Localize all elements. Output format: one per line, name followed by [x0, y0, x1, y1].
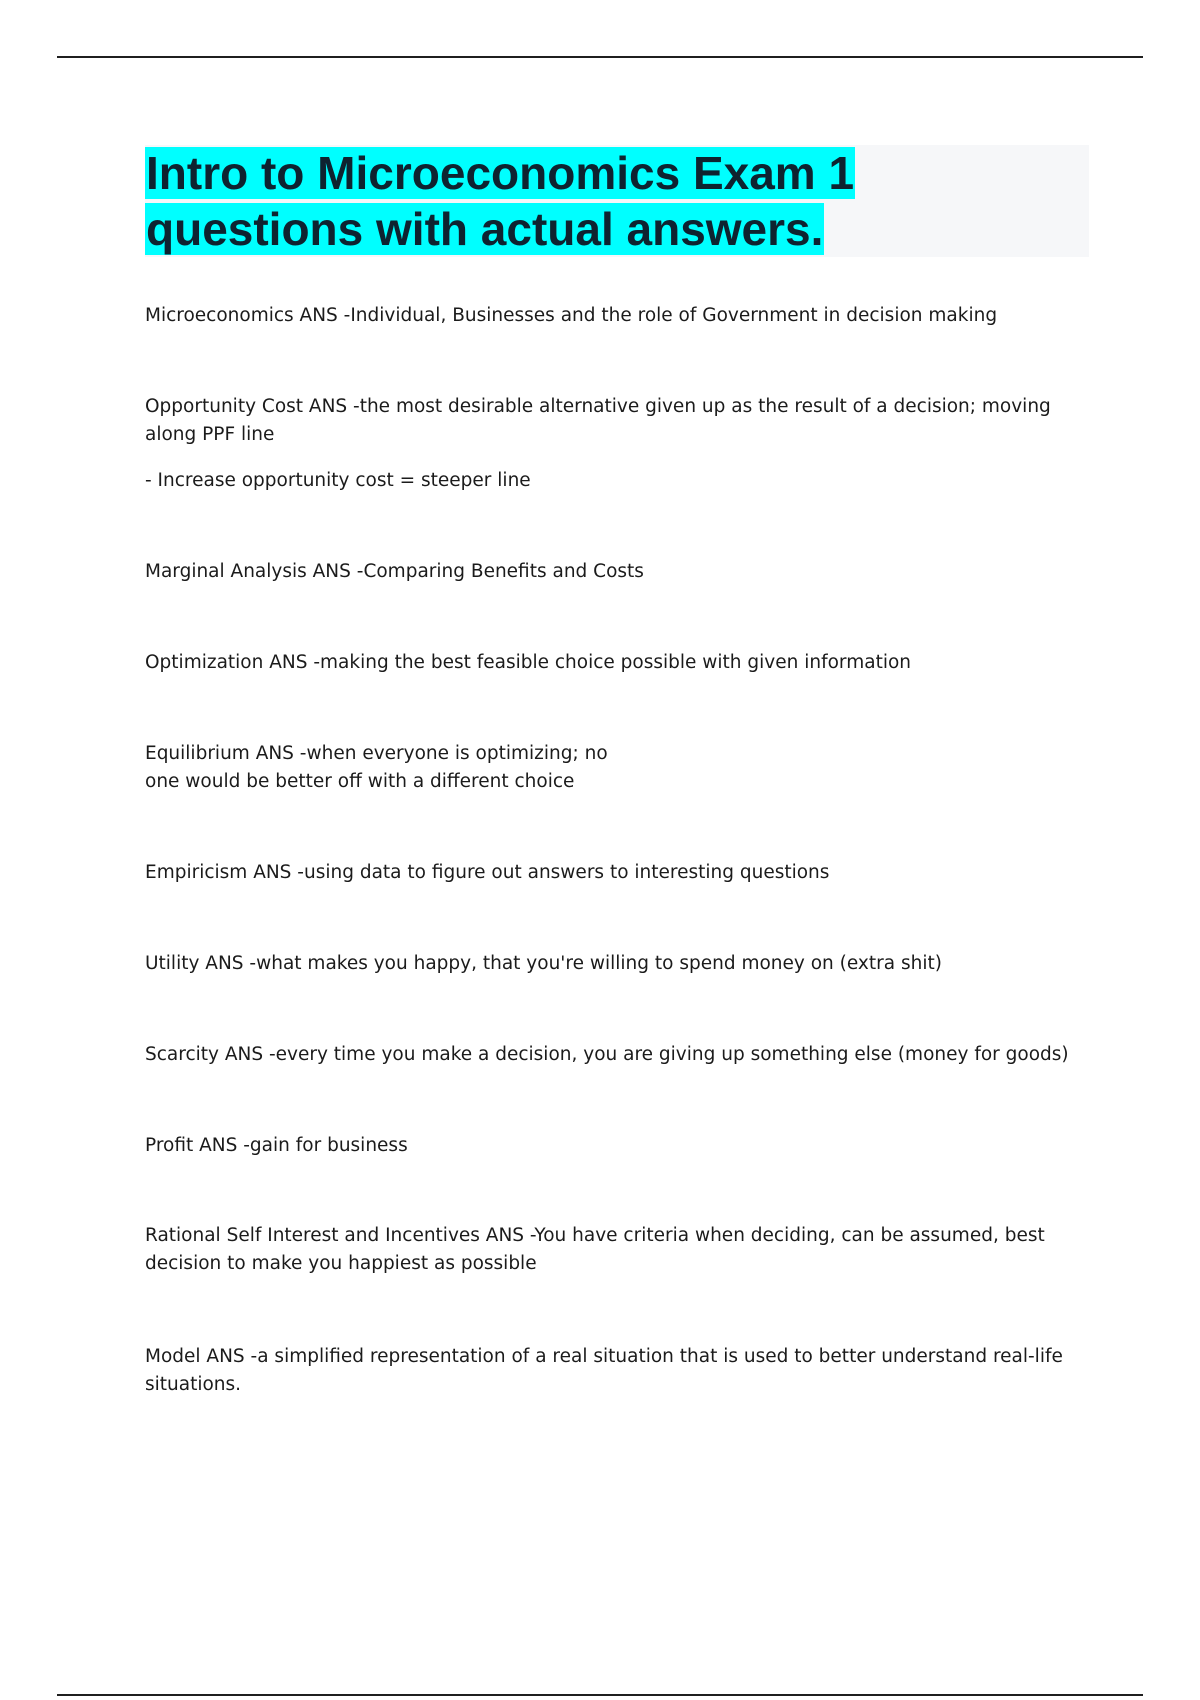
qa-text: Microeconomics ANS -Individual, Businesses and the role of Government in decision making [145, 305, 998, 326]
qa-text: Scarcity ANS -every time you make a decision, you are giving up something else (money for goods) [145, 1044, 1069, 1065]
qa-text: Empiricism ANS -using data to figure out answers to interesting questions [145, 862, 830, 883]
page-title [145, 145, 1089, 257]
title-line-2: questions with actual answers. [146, 203, 824, 255]
qa-subnote: - Increase opportunity cost = steeper line [145, 470, 531, 491]
qa-entry-opportunity-cost [145, 393, 1085, 495]
qa-entry-equilibrium [145, 740, 1085, 796]
qa-entry-model [145, 1343, 1085, 1399]
qa-text-line-1: Equilibrium ANS -when everyone is optimizing; no [145, 743, 608, 764]
header-rule [57, 56, 1143, 58]
qa-entry-marginal-analysis [145, 558, 1085, 586]
title-block [145, 145, 1089, 257]
qa-text: Marginal Analysis ANS -Comparing Benefits and Costs [145, 561, 644, 582]
qa-entry-optimization [145, 649, 1085, 677]
qa-text: Opportunity Cost ANS -the most desirable alternative given up as the result of a decision; moving along PPF line [145, 396, 1051, 445]
qa-text-line-2: one would be better off with a different choice [145, 771, 575, 792]
qa-text: Profit ANS -gain for business [145, 1135, 408, 1156]
qa-entry-rational-self-interest [145, 1222, 1085, 1278]
qa-text: Optimization ANS -making the best feasible choice possible with given information [145, 652, 912, 673]
footer-rule [57, 1694, 1143, 1696]
qa-entry-scarcity [145, 1041, 1085, 1069]
qa-entry-microeconomics [145, 302, 1085, 330]
qa-text: Utility ANS -what makes you happy, that you're willing to spend money on (extra shit) [145, 953, 942, 974]
qa-entry-empiricism [145, 859, 1085, 887]
qa-text: Model ANS -a simplified representation of a real situation that is used to better understand real-life situations. [145, 1346, 1063, 1395]
qa-text: Rational Self Interest and Incentives ANS -You have criteria when deciding, can be assumed, best decision to make you happiest as possible [145, 1225, 1045, 1274]
qa-entry-utility [145, 950, 1085, 978]
qa-entry-profit [145, 1132, 1085, 1160]
title-line-1: Intro to Microeconomics Exam 1 [146, 147, 855, 199]
